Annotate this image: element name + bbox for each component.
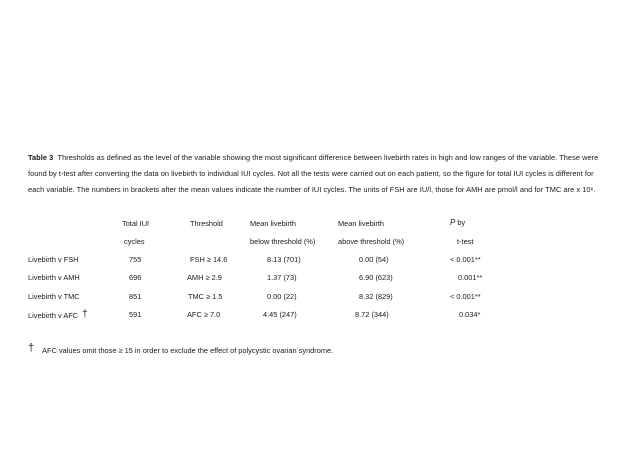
row-above: 8.72 (344) [355, 310, 389, 319]
row-below: 8.13 (701) [267, 255, 301, 264]
row-p-value: < 0.001** [450, 255, 481, 264]
row-p-value: < 0.001** [450, 292, 481, 301]
table-label: Table 3 [28, 153, 54, 162]
row-variable: Livebirth v AMH [28, 273, 80, 282]
caption-text-1: Thresholds as defined as the level of the variable showing the most significant difference between livebirth rates in high and low ranges of the variable. These were [57, 153, 599, 162]
row-cycles: 755 [129, 255, 142, 264]
row-threshold: AMH ≥ 2.9 [187, 273, 222, 282]
row-below: 4.45 (247) [263, 310, 297, 319]
caption-line-1 [28, 150, 628, 166]
row-threshold: FSH ≥ 14.6 [190, 255, 228, 264]
table-caption [28, 150, 628, 198]
row-cycles: 851 [129, 292, 142, 301]
row-variable: Livebirth v AFC [28, 311, 79, 320]
row-p-value: 0.001** [458, 273, 483, 282]
row-threshold: TMC ≥ 1.5 [188, 292, 223, 301]
row-above: 8.32 (829) [359, 292, 393, 301]
footnote-text: AFC values omit those ≥ 15 in order to exclude the effect of polycystic ovarian syndrome. [42, 346, 334, 355]
row-variable-with-mark [28, 310, 88, 321]
row-cycles: 591 [129, 310, 142, 319]
row-cycles: 696 [129, 273, 142, 282]
header-p-suffix: by [455, 218, 466, 227]
header-cycles-line1: Total IUI [122, 219, 150, 228]
row-above: 6.90 (623) [359, 273, 393, 282]
header-p-line2: t-test [457, 237, 474, 246]
header-cycles-line2: cycles [124, 237, 145, 246]
header-above-line1: Mean livebirth [338, 219, 385, 228]
row-p-value: 0.034* [459, 310, 481, 319]
table-footnote [28, 344, 333, 356]
header-p-symbol: P [450, 218, 456, 227]
header-p-line1 [450, 218, 465, 227]
footnote-dagger: † [28, 342, 35, 354]
caption-line-3: each variable. The numbers in brackets after the mean values indicate the number of IUI cycles. The units of FSH are IU/l, those for AMH are pmol/l and for TMC are x 10⁶. [28, 185, 596, 194]
row-variable: Livebirth v FSH [28, 255, 79, 264]
header-below-line1: Mean livebirth [250, 219, 297, 228]
row-above: 0.00 (54) [359, 255, 389, 264]
header-above-line2: above threshold (%) [338, 237, 405, 246]
row-below: 1.37 (73) [267, 273, 297, 282]
header-below-line2: below threshold (%) [250, 237, 316, 246]
row-below: 0.00 (22) [267, 292, 297, 301]
dagger-mark: † [82, 309, 88, 320]
row-threshold: AFC ≥ 7.0 [187, 310, 221, 319]
caption-line-2: found by t-test after converting the data on livebirth to individual IUI cycles. Not all the tests were carried out on each patient, so the figure for total IUI cycles is different for [28, 169, 594, 178]
row-variable: Livebirth v TMC [28, 292, 80, 301]
header-threshold: Threshold [190, 219, 223, 228]
